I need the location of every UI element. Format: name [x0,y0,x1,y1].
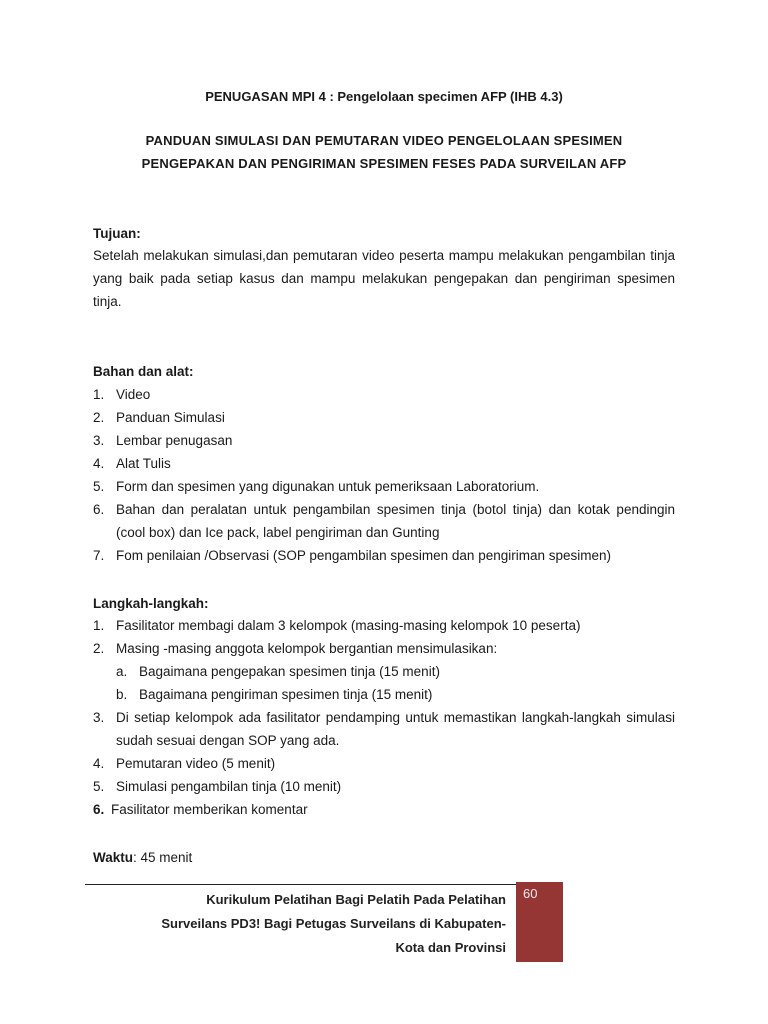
document-title: PENUGASAN MPI 4 : Pengelolaan specimen AFP (IHB 4.3) [205,89,563,104]
footer-curriculum-title [161,888,506,960]
list-number: 5. [93,779,105,794]
list-text: Di setiap kelompok ada fasilitator pendamping untuk memastikan langkah-langkah simulasi sudah sesuai dengan SOP yang ada. [116,710,675,748]
footer-line-3: Kota dan Provinsi [395,940,506,955]
list-item [93,752,675,775]
subtitle-line-2: PENGEPAKAN DAN PENGIRIMAN SPESIMEN FESES PADA SURVEILAN AFP [141,156,627,171]
footer-line-1: Kurikulum Pelatihan Bagi Pelatih Pada Pelatihan [206,892,506,907]
list-text: Simulasi pengambilan tinja (10 menit) [116,779,342,794]
list-text: Masing -masing anggota kelompok bergantian mensimulasikan: [116,641,498,656]
list-item [93,475,675,498]
list-number: 4. [93,756,105,771]
list-text: Pemutaran video (5 menit) [116,756,276,771]
list-item [93,637,675,660]
list-item [93,706,675,752]
page-number: 60 [523,886,538,901]
list-text: Panduan Simulasi [116,410,225,425]
list-item [93,798,675,821]
langkah-heading: Langkah-langkah: [93,596,209,611]
list-number: 7. [93,548,105,563]
list-item [93,383,675,406]
bahan-list [93,383,675,567]
list-item [93,498,675,544]
list-text: Alat Tulis [116,456,171,471]
list-number: 2. [93,410,105,425]
tujuan-heading: Tujuan: [93,226,141,241]
list-text: Bahan dan peralatan untuk pengambilan spesimen tinja (botol tinja) dan kotak pendingin (cool box) dan Ice pack, label pengiriman dan Gunting [116,502,675,540]
list-item [116,660,675,683]
waktu-line [93,846,192,869]
list-text: Fasilitator membagi dalam 3 kelompok (masing-masing kelompok 10 peserta) [116,618,581,633]
waktu-value: : 45 menit [133,850,193,865]
list-number: 3. [93,433,105,448]
list-item [93,452,675,475]
list-item [93,544,675,567]
list-number: 2. [93,641,105,656]
list-item [93,429,675,452]
langkah-list-b [93,706,675,821]
list-item [93,614,675,637]
list-item [93,406,675,429]
footer-divider [85,884,517,885]
list-letter: a. [116,664,128,679]
langkah-list-a [93,614,675,660]
list-number: 3. [93,710,105,725]
langkah-sublist [116,660,675,706]
list-number: 6. [93,502,105,517]
tujuan-text: Setelah melakukan simulasi,dan pemutaran video peserta mampu melakukan pengambilan tinja yang baik pada setiap kasus dan mampu melakukan pengepakan dan pengiriman spesimen tinja. [93,248,675,309]
list-text: Lembar penugasan [116,433,233,448]
list-text: Bagaimana pengepakan spesimen tinja (15 menit) [139,664,440,679]
subtitle-line-1: PANDUAN SIMULASI DAN PEMUTARAN VIDEO PENGELOLAAN SPESIMEN [145,133,623,148]
list-text: Video [116,387,151,402]
waktu-label: Waktu [93,850,133,865]
list-number: 1. [93,618,105,633]
list-item [93,775,675,798]
list-number: 5. [93,479,105,494]
list-letter: b. [116,687,128,702]
list-text: Fasilitator memberikan komentar [111,802,308,817]
list-text: Fom penilaian /Observasi (SOP pengambilan spesimen dan pengiriman spesimen) [116,548,612,563]
bahan-heading: Bahan dan alat: [93,364,194,379]
list-item [116,683,675,706]
list-number: 4. [93,456,105,471]
list-text: Form dan spesimen yang digunakan untuk pemeriksaan Laboratorium. [116,479,540,494]
list-number: 6. [93,802,105,817]
list-text: Bagaimana pengiriman spesimen tinja (15 menit) [139,687,433,702]
footer-line-2: Surveilans PD3! Bagi Petugas Surveilans di Kabupaten- [161,916,506,931]
list-number: 1. [93,387,105,402]
